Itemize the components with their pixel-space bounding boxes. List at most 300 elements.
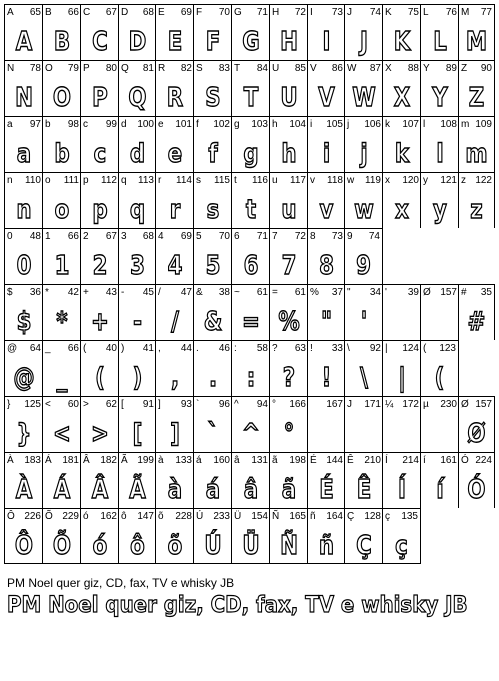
glyph-cell (193, 60, 232, 116)
glyph-cell (42, 60, 81, 116)
glyph-label (83, 119, 117, 131)
glyph-code: 67 (105, 7, 117, 18)
glyph-cell (382, 4, 421, 60)
glyph-char: Ê (347, 455, 354, 466)
glyph-code: 94 (256, 399, 268, 410)
glyph-code: 65 (29, 7, 41, 18)
glyph-code: 66 (67, 7, 79, 18)
glyph-char: + (83, 287, 89, 298)
glyph-cell (231, 172, 270, 228)
glyph-cell (420, 4, 459, 60)
sample-text-small: PM Noel quer giz, CD, fax, TV e whisky JB (7, 576, 235, 590)
glyph-sample: Á (53, 475, 71, 505)
glyph-cell (269, 452, 308, 508)
glyph-label (83, 287, 117, 299)
glyph-sample: e (167, 139, 183, 169)
glyph-sample: k (394, 139, 410, 169)
glyph-cell (458, 284, 495, 340)
glyph-char: C (83, 7, 91, 18)
glyph-char: B (45, 7, 52, 18)
glyph-label (158, 399, 192, 411)
glyph-code: 74 (368, 231, 380, 242)
glyph-char: U (272, 63, 280, 74)
glyph-char: 4 (158, 231, 164, 242)
glyph-char: 0 (7, 231, 13, 242)
glyph-label (158, 287, 192, 299)
glyph-cell (382, 172, 421, 228)
glyph-code: 80 (105, 63, 117, 74)
glyph-char: : (234, 343, 237, 354)
glyph-cell (155, 172, 194, 228)
glyph-label (158, 119, 192, 131)
glyph-char: Ø (423, 287, 431, 298)
glyph-label (7, 119, 41, 131)
glyph-label (121, 7, 154, 19)
glyph-cell (155, 4, 194, 60)
glyph-code: 233 (213, 511, 230, 522)
glyph-char: À (7, 455, 14, 466)
glyph-cell (193, 4, 232, 60)
glyph-sample: Y (432, 83, 448, 113)
glyph-cell (193, 172, 232, 228)
glyph-label (121, 63, 154, 75)
glyph-sample (348, 416, 379, 452)
glyph-cell (307, 452, 345, 508)
glyph-char: ~ (234, 287, 240, 298)
glyph-char: Ã (121, 455, 128, 466)
glyph-char: 5 (196, 231, 202, 242)
glyph-sample: z (470, 195, 483, 225)
glyph-sample: V (318, 83, 335, 113)
glyph-cell (420, 396, 459, 452)
glyph-label (121, 119, 154, 131)
glyph-cell (344, 452, 383, 508)
glyph-char: , (158, 343, 161, 354)
glyph-code: 79 (67, 63, 79, 74)
glyph-cell (42, 116, 81, 172)
glyph-sample: < (53, 419, 71, 449)
glyph-label (158, 63, 192, 75)
glyph-label (347, 287, 381, 299)
glyph-code: 68 (142, 231, 154, 242)
glyph-sample: % (278, 307, 300, 337)
glyph-code: 161 (440, 455, 457, 466)
glyph-label (83, 175, 117, 187)
glyph-cell (80, 340, 119, 396)
glyph-cell (42, 396, 81, 452)
glyph-sample: v (319, 195, 334, 225)
glyph-sample: F (205, 27, 221, 57)
glyph-label (234, 63, 268, 75)
glyph-code: 44 (180, 343, 192, 354)
glyph-code: 87 (369, 63, 381, 74)
glyph-label (7, 455, 41, 467)
glyph-cell (4, 396, 43, 452)
glyph-code: 210 (364, 455, 381, 466)
glyph-char: Ú (196, 511, 204, 522)
glyph-cell (458, 116, 495, 172)
glyph-cell (307, 228, 345, 284)
glyph-label (461, 455, 492, 467)
glyph-char: à (158, 455, 164, 466)
glyph-char: \ (347, 343, 350, 354)
glyph-cell (231, 284, 270, 340)
glyph-char: f (196, 119, 199, 130)
glyph-char: T (234, 63, 241, 74)
glyph-label (423, 399, 457, 411)
glyph-cell (118, 60, 156, 116)
glyph-sample (386, 416, 417, 452)
glyph-label (45, 231, 79, 243)
glyph-cell (80, 172, 119, 228)
glyph-code: 131 (251, 455, 268, 466)
glyph-label (45, 175, 79, 187)
glyph-char: D (121, 7, 129, 18)
glyph-label (158, 7, 192, 19)
glyph-cell (344, 396, 383, 452)
glyph-cell (231, 60, 270, 116)
glyph-label (196, 7, 230, 19)
glyph-code: 112 (101, 175, 117, 186)
glyph-code: 89 (445, 63, 457, 74)
glyph-sample: , (170, 363, 180, 393)
glyph-char: t (234, 175, 237, 186)
glyph-code: 144 (326, 455, 343, 466)
glyph-cell (80, 60, 119, 116)
glyph-code: 64 (29, 343, 41, 354)
glyph-char: = (272, 287, 278, 298)
glyph-char: â (234, 455, 240, 466)
glyph-label (461, 7, 492, 19)
glyph-label (83, 343, 117, 355)
glyph-code: 147 (137, 511, 154, 522)
glyph-code: 214 (402, 455, 419, 466)
glyph-label (272, 63, 306, 75)
glyph-sample: } (16, 419, 32, 449)
glyph-char: x (385, 175, 390, 186)
glyph-cell (269, 284, 308, 340)
glyph-label (385, 175, 419, 187)
glyph-label (7, 511, 41, 523)
glyph-char: Z (461, 63, 468, 74)
glyph-code: 41 (142, 343, 154, 354)
glyph-code: 109 (475, 119, 492, 130)
glyph-code: 113 (138, 175, 154, 186)
glyph-sample: ? (282, 363, 296, 393)
glyph-sample: u (281, 195, 297, 225)
glyph-char: - (121, 287, 125, 298)
glyph-sample: - (133, 307, 142, 337)
glyph-char: Ñ (272, 511, 280, 522)
glyph-cell (193, 116, 232, 172)
glyph-sample: K (393, 27, 411, 57)
glyph-char: $ (7, 287, 13, 298)
glyph-label (461, 119, 492, 131)
glyph-code: 43 (105, 287, 117, 298)
glyph-code: 72 (294, 7, 306, 18)
glyph-cell (155, 508, 194, 564)
glyph-sample: t (245, 195, 257, 225)
glyph-cell (118, 228, 156, 284)
glyph-sample: p (92, 195, 108, 225)
glyph-cell (420, 284, 459, 340)
glyph-label (83, 455, 117, 467)
glyph-char: q (121, 175, 127, 186)
glyph-code: 228 (175, 511, 192, 522)
glyph-code: 106 (364, 119, 381, 130)
glyph-cell (382, 340, 421, 396)
glyph-sample: Ø (467, 419, 486, 449)
glyph-cell (269, 60, 308, 116)
glyph-label (45, 343, 79, 355)
glyph-cell (193, 508, 232, 564)
glyph-cell (269, 172, 308, 228)
glyph-cell (420, 60, 459, 116)
glyph-label (423, 63, 457, 75)
glyph-char: z (461, 175, 466, 186)
glyph-cell (42, 340, 81, 396)
glyph-char: á (196, 455, 202, 466)
glyph-cell (4, 172, 43, 228)
glyph-sample (386, 304, 417, 340)
glyph-code: 38 (218, 287, 230, 298)
glyph-label (45, 63, 79, 75)
glyph-char: Y (423, 63, 430, 74)
glyph-code: 90 (480, 63, 492, 74)
glyph-label (45, 455, 79, 467)
glyph-char: ( (83, 343, 87, 354)
glyph-char: ã (272, 455, 278, 466)
glyph-code: 68 (142, 7, 154, 18)
glyph-code: 114 (176, 175, 192, 186)
glyph-cell (155, 452, 194, 508)
glyph-code: 171 (364, 399, 381, 410)
glyph-cell (420, 452, 459, 508)
glyph-char: Ô (7, 511, 15, 522)
glyph-sample: à (167, 475, 183, 505)
glyph-cell (118, 172, 156, 228)
glyph-label (347, 7, 381, 19)
glyph-char: K (385, 7, 392, 18)
glyph-label (423, 287, 457, 299)
glyph-char: r (158, 175, 162, 186)
glyph-code: 128 (364, 511, 381, 522)
glyph-code: 183 (24, 455, 41, 466)
glyph-char: u (272, 175, 278, 186)
glyph-cell (118, 452, 156, 508)
glyph-sample: c (93, 139, 107, 169)
glyph-cell (118, 284, 156, 340)
glyph-char: E (158, 7, 165, 18)
glyph-sample (424, 416, 455, 452)
sample-text-large: PM Noel quer giz, CD, fax, TV e whisky JB (7, 593, 468, 618)
glyph-sample: 8 (319, 251, 334, 281)
glyph-sample (424, 304, 455, 340)
glyph-cell (344, 172, 383, 228)
glyph-label (310, 399, 343, 411)
glyph-code: 86 (331, 63, 343, 74)
glyph-sample: É (319, 475, 334, 505)
glyph-sample: y (433, 195, 447, 225)
glyph-label (158, 455, 192, 467)
glyph-label (310, 63, 343, 75)
glyph-code: 82 (180, 63, 192, 74)
glyph-label (385, 7, 419, 19)
glyph-label (45, 511, 79, 523)
glyph-cell (344, 60, 383, 116)
glyph-label (310, 455, 343, 467)
glyph-label (196, 343, 230, 355)
glyph-label (272, 511, 306, 523)
glyph-cell (307, 60, 345, 116)
glyph-label (347, 119, 381, 131)
glyph-char: ç (385, 511, 390, 522)
glyph-sample: m (465, 139, 488, 169)
glyph-code: 91 (142, 399, 154, 410)
glyph-cell (231, 452, 270, 508)
glyph-cell (42, 508, 81, 564)
glyph-label (45, 399, 79, 411)
glyph-char: Q (121, 63, 129, 74)
glyph-sample: í (436, 475, 444, 505)
glyph-code: 122 (475, 175, 492, 186)
glyph-label (121, 399, 154, 411)
glyph-sample: Ô (14, 531, 34, 561)
glyph-char: O (45, 63, 53, 74)
glyph-code: 116 (252, 175, 268, 186)
glyph-code: 167 (326, 399, 343, 410)
glyph-label (196, 399, 230, 411)
glyph-char: y (423, 175, 428, 186)
glyph-sample: L (433, 27, 447, 57)
glyph-sample: # (467, 307, 486, 337)
glyph-sample: 6 (243, 251, 259, 281)
glyph-code: 162 (100, 511, 117, 522)
glyph-code: 88 (407, 63, 419, 74)
glyph-sample: â (243, 475, 259, 505)
glyph-char: W (347, 63, 357, 74)
glyph-sample: / (171, 307, 179, 337)
glyph-cell (458, 60, 495, 116)
glyph-char: m (461, 119, 470, 130)
glyph-cell (80, 116, 119, 172)
glyph-sample: ) (132, 363, 143, 393)
glyph-code: 96 (218, 399, 230, 410)
glyph-char: ô (121, 511, 127, 522)
glyph-cell (118, 508, 156, 564)
glyph-char: ( (423, 343, 427, 354)
glyph-char: > (83, 399, 89, 410)
glyph-sample: . (208, 363, 218, 393)
glyph-code: 70 (218, 7, 230, 18)
glyph-cell (269, 228, 308, 284)
glyph-code: 45 (142, 287, 154, 298)
glyph-label (423, 455, 457, 467)
glyph-char: k (385, 119, 390, 130)
glyph-sample: ! (321, 363, 332, 393)
glyph-label (234, 343, 268, 355)
glyph-cell (307, 4, 345, 60)
glyph-label (45, 7, 79, 19)
glyph-cell (4, 452, 43, 508)
glyph-cell (155, 396, 194, 452)
glyph-cell (307, 508, 345, 564)
glyph-code: 154 (251, 511, 268, 522)
glyph-char: p (83, 175, 89, 186)
glyph-label (385, 63, 419, 75)
glyph-char: e (158, 119, 164, 130)
glyph-sample: a (16, 139, 32, 169)
glyph-cell (458, 4, 495, 60)
glyph-label (196, 175, 230, 187)
glyph-label (7, 63, 41, 75)
glyph-sample: T (243, 83, 259, 113)
glyph-cell (458, 396, 495, 452)
glyph-label (385, 511, 418, 523)
glyph-label (310, 287, 343, 299)
glyph-sample: Ü (242, 531, 260, 561)
glyph-char: & (196, 287, 203, 298)
glyph-cell (344, 508, 383, 564)
glyph-char: a (7, 119, 13, 130)
glyph-code: 75 (407, 7, 419, 18)
glyph-char: A (7, 7, 14, 18)
glyph-cell (269, 4, 308, 60)
glyph-char: G (234, 7, 242, 18)
glyph-label (234, 455, 268, 467)
glyph-code: 198 (289, 455, 306, 466)
glyph-sample: 5 (205, 251, 221, 281)
glyph-cell (155, 340, 194, 396)
glyph-cell (80, 508, 119, 564)
glyph-code: 98 (67, 119, 79, 130)
glyph-label (121, 343, 154, 355)
glyph-label (234, 399, 268, 411)
glyph-label (45, 119, 79, 131)
glyph-label (272, 119, 306, 131)
glyph-code: 85 (294, 63, 306, 74)
glyph-label (347, 455, 381, 467)
glyph-sample: 4 (167, 251, 183, 281)
glyph-sample: N (15, 83, 33, 113)
glyph-cell (344, 4, 383, 60)
glyph-sample: f (208, 139, 218, 169)
glyph-cell (4, 228, 43, 284)
grid-row (4, 452, 495, 508)
grid-row (4, 228, 495, 284)
glyph-label (7, 231, 41, 243)
glyph-sample: d (129, 139, 146, 169)
glyph-char: Ø (461, 399, 469, 410)
glyph-label (423, 7, 457, 19)
glyph-char: o (45, 175, 51, 186)
glyph-char: ¼ (385, 399, 394, 410)
glyph-cell (118, 340, 156, 396)
glyph-char: L (423, 7, 429, 18)
glyph-label (272, 455, 306, 467)
glyph-sample: I (322, 27, 331, 57)
glyph-char: n (7, 175, 13, 186)
glyph-label (196, 287, 230, 299)
glyph-label (234, 119, 268, 131)
glyph-code: 111 (63, 175, 79, 186)
glyph-label (196, 455, 230, 467)
glyph-char: õ (158, 511, 164, 522)
glyph-cell (155, 228, 194, 284)
glyph-sample: & (203, 307, 223, 337)
glyph-sample: ] (170, 419, 180, 449)
glyph-label (158, 231, 192, 243)
